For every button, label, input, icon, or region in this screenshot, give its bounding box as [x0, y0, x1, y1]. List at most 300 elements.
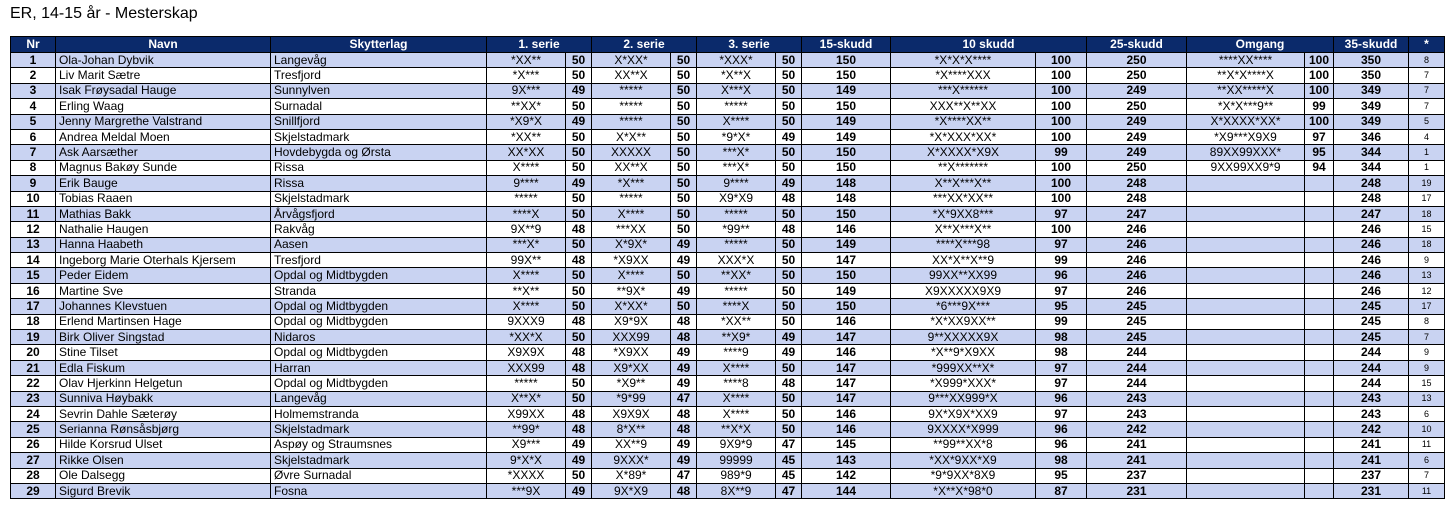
- table-cell: 97: [1036, 237, 1087, 252]
- table-cell: Skjelstadmark: [271, 191, 487, 206]
- table-cell: [1187, 283, 1305, 298]
- table-cell: *6***9X***: [891, 299, 1036, 314]
- table-cell: 97: [1305, 129, 1334, 144]
- table-cell: 146: [802, 314, 891, 329]
- table-cell: 246: [1334, 283, 1409, 298]
- table-cell: 246: [1334, 222, 1409, 237]
- table-cell: 147: [802, 391, 891, 406]
- table-cell: Skjelstadmark: [271, 422, 487, 437]
- table-cell: 246: [1087, 237, 1187, 252]
- table-cell: 9****: [697, 176, 776, 191]
- table-cell: 244: [1087, 345, 1187, 360]
- table-cell: 99: [1305, 99, 1334, 114]
- table-cell: Opdal og Midtbygden: [271, 268, 487, 283]
- table-cell: 143: [802, 453, 891, 468]
- table-cell: *999XX**X*: [891, 360, 1036, 375]
- table-cell: 99: [1036, 253, 1087, 268]
- table-cell: 50: [776, 422, 802, 437]
- results-table: [10, 36, 1445, 499]
- table-cell: 149: [802, 129, 891, 144]
- table-cell: ***X*: [697, 145, 776, 160]
- table-cell: *9*9XX*8X9: [891, 468, 1036, 483]
- table-cell: 145: [802, 437, 891, 452]
- table-cell: 100: [1036, 160, 1087, 175]
- table-cell: 237: [1087, 468, 1187, 483]
- table-cell: *****: [697, 283, 776, 298]
- table-cell: 249: [1087, 129, 1187, 144]
- table-cell: 13: [1409, 391, 1445, 406]
- table-cell: 48: [776, 222, 802, 237]
- table-cell: 50: [776, 53, 802, 68]
- table-cell: 8X**9: [697, 483, 776, 498]
- table-cell: 23: [11, 391, 56, 406]
- table-cell: [1187, 422, 1305, 437]
- table-cell: 50: [566, 283, 592, 298]
- table-cell: [1187, 206, 1305, 221]
- table-cell: [1305, 330, 1334, 345]
- table-cell: *9*X*: [697, 129, 776, 144]
- table-cell: *X*XXX*XX*: [891, 129, 1036, 144]
- table-cell: Martine Sve: [56, 283, 271, 298]
- table-cell: ****X: [697, 299, 776, 314]
- table-cell: 150: [802, 99, 891, 114]
- table-cell: Nidaros: [271, 330, 487, 345]
- table-row: [11, 376, 1445, 391]
- table-cell: 19: [1409, 176, 1445, 191]
- table-cell: 9****: [487, 176, 566, 191]
- column-header: *: [1409, 37, 1445, 53]
- table-cell: [1305, 391, 1334, 406]
- column-header: 10 skudd: [891, 37, 1087, 53]
- table-cell: 149: [802, 237, 891, 252]
- table-cell: 231: [1334, 483, 1409, 498]
- table-cell: **X*******: [891, 160, 1036, 175]
- table-cell: X***X: [697, 83, 776, 98]
- table-body: [11, 53, 1445, 499]
- table-cell: 248: [1087, 191, 1187, 206]
- table-cell: [1305, 422, 1334, 437]
- table-cell: ****9: [697, 345, 776, 360]
- table-cell: 96: [1036, 268, 1087, 283]
- table-cell: 49: [671, 237, 697, 252]
- column-header: 2. serie: [592, 37, 697, 53]
- table-cell: 245: [1334, 330, 1409, 345]
- table-cell: 246: [1334, 237, 1409, 252]
- table-cell: Erik Bauge: [56, 176, 271, 191]
- table-cell: 2: [11, 68, 56, 83]
- table-cell: Stine Tilset: [56, 345, 271, 360]
- table-cell: 250: [1087, 68, 1187, 83]
- table-cell: X****: [697, 360, 776, 375]
- table-cell: 100: [1305, 68, 1334, 83]
- table-cell: 9XXX*: [592, 453, 671, 468]
- table-cell: 50: [671, 160, 697, 175]
- table-cell: 48: [566, 422, 592, 437]
- table-cell: 989*9: [697, 468, 776, 483]
- table-cell: Surnadal: [271, 99, 487, 114]
- table-cell: [1305, 314, 1334, 329]
- table-row: [11, 53, 1445, 68]
- table-cell: 100: [1036, 222, 1087, 237]
- table-cell: 241: [1334, 453, 1409, 468]
- table-cell: X99XX: [487, 406, 566, 421]
- table-cell: 231: [1087, 483, 1187, 498]
- table-cell: *X9*X: [487, 114, 566, 129]
- table-cell: 11: [11, 206, 56, 221]
- table-cell: 245: [1087, 314, 1187, 329]
- table-cell: [1187, 176, 1305, 191]
- table-cell: [1187, 330, 1305, 345]
- table-cell: Magnus Bakøy Sunde: [56, 160, 271, 175]
- table-cell: 26: [11, 437, 56, 452]
- table-cell: Jenny Margrethe Valstrand: [56, 114, 271, 129]
- table-cell: X*XXXX*X9X: [891, 145, 1036, 160]
- table-cell: ***X*: [487, 237, 566, 252]
- table-cell: 243: [1087, 406, 1187, 421]
- table-cell: Sunniva Høybakk: [56, 391, 271, 406]
- table-cell: 50: [566, 391, 592, 406]
- table-cell: Aspøy og Straumsnes: [271, 437, 487, 452]
- table-cell: 17: [1409, 191, 1445, 206]
- table-cell: 50: [566, 68, 592, 83]
- table-cell: **XX*****X: [1187, 83, 1305, 98]
- table-cell: X**X***X**: [891, 176, 1036, 191]
- table-cell: Andrea Meldal Moen: [56, 129, 271, 144]
- table-cell: [1187, 345, 1305, 360]
- table-cell: 9***XX999*X: [891, 391, 1036, 406]
- table-cell: Edla Fiskum: [56, 360, 271, 375]
- table-cell: 49: [776, 345, 802, 360]
- table-cell: XXXXX: [592, 145, 671, 160]
- table-cell: 50: [566, 206, 592, 221]
- column-header: Omgang: [1187, 37, 1334, 53]
- table-cell: *XXX*: [697, 53, 776, 68]
- table-cell: Olav Hjerkinn Helgetun: [56, 376, 271, 391]
- table-cell: 18: [1409, 206, 1445, 221]
- table-cell: 147: [802, 253, 891, 268]
- table-cell: [1187, 191, 1305, 206]
- column-header: 25-skudd: [1087, 37, 1187, 53]
- table-cell: 50: [671, 299, 697, 314]
- table-cell: [1305, 268, 1334, 283]
- table-cell: 50: [671, 176, 697, 191]
- table-cell: Opdal og Midtbygden: [271, 299, 487, 314]
- table-cell: 344: [1334, 160, 1409, 175]
- table-cell: 47: [776, 483, 802, 498]
- table-cell: Harran: [271, 360, 487, 375]
- table-cell: 22: [11, 376, 56, 391]
- table-cell: *X9**: [592, 376, 671, 391]
- table-cell: Tresfjord: [271, 68, 487, 83]
- table-cell: 9: [1409, 345, 1445, 360]
- table-cell: 50: [671, 68, 697, 83]
- table-cell: 12: [11, 222, 56, 237]
- table-cell: [1187, 406, 1305, 421]
- table-cell: Opdal og Midtbygden: [271, 345, 487, 360]
- table-cell: 49: [671, 360, 697, 375]
- table-cell: 100: [1036, 176, 1087, 191]
- table-cell: 45: [776, 468, 802, 483]
- column-header: Navn: [56, 37, 271, 53]
- table-cell: 149: [802, 114, 891, 129]
- column-header: Skytterlag: [271, 37, 487, 53]
- table-cell: X*X**: [592, 129, 671, 144]
- table-cell: 47: [776, 437, 802, 452]
- table-cell: 9X9*9: [697, 437, 776, 452]
- table-cell: 50: [671, 99, 697, 114]
- table-cell: Hovdebygda og Ørsta: [271, 145, 487, 160]
- table-cell: 49: [671, 253, 697, 268]
- table-cell: Rikke Olsen: [56, 453, 271, 468]
- table-cell: 48: [566, 345, 592, 360]
- table-row: [11, 176, 1445, 191]
- table-cell: [1305, 468, 1334, 483]
- table-cell: 50: [566, 99, 592, 114]
- table-row: [11, 314, 1445, 329]
- table-cell: 24: [11, 406, 56, 421]
- table-cell: 48: [776, 376, 802, 391]
- table-cell: X9***: [487, 437, 566, 452]
- table-cell: 21: [11, 360, 56, 375]
- table-cell: 48: [671, 406, 697, 421]
- table-row: [11, 268, 1445, 283]
- table-cell: 12: [1409, 283, 1445, 298]
- table-cell: 18: [1409, 237, 1445, 252]
- table-cell: *****: [697, 237, 776, 252]
- table-cell: 50: [776, 314, 802, 329]
- table-cell: [1187, 314, 1305, 329]
- table-cell: ****8: [697, 376, 776, 391]
- table-cell: 50: [566, 468, 592, 483]
- table-cell: 18: [11, 314, 56, 329]
- table-cell: X9*XX: [592, 360, 671, 375]
- table-cell: 241: [1087, 437, 1187, 452]
- table-cell: 147: [802, 330, 891, 345]
- table-cell: *X***: [487, 68, 566, 83]
- table-cell: *X****XXX: [891, 68, 1036, 83]
- table-cell: 10: [1409, 422, 1445, 437]
- table-cell: Peder Eidem: [56, 268, 271, 283]
- table-cell: XXX99: [487, 360, 566, 375]
- table-cell: 96: [1036, 422, 1087, 437]
- table-cell: 97: [1036, 360, 1087, 375]
- column-header: 3. serie: [697, 37, 802, 53]
- table-row: [11, 68, 1445, 83]
- table-cell: *9*99: [592, 391, 671, 406]
- table-cell: Erlend Martinsen Hage: [56, 314, 271, 329]
- table-cell: 48: [566, 314, 592, 329]
- table-row: [11, 99, 1445, 114]
- table-cell: *XX**: [487, 53, 566, 68]
- table-cell: 97: [1036, 283, 1087, 298]
- table-cell: 243: [1087, 391, 1187, 406]
- table-cell: XXX99: [592, 330, 671, 345]
- table-cell: 100: [1036, 191, 1087, 206]
- table-cell: 98: [1036, 330, 1087, 345]
- table-cell: Holmemstranda: [271, 406, 487, 421]
- table-cell: Opdal og Midtbygden: [271, 376, 487, 391]
- table-cell: *X*XX9XX**: [891, 314, 1036, 329]
- table-cell: 15: [1409, 222, 1445, 237]
- table-cell: 48: [566, 406, 592, 421]
- table-row: [11, 483, 1445, 498]
- table-cell: *XX*X: [487, 330, 566, 345]
- table-cell: 245: [1334, 299, 1409, 314]
- table-cell: [1305, 299, 1334, 314]
- table-cell: Stranda: [271, 283, 487, 298]
- table-cell: 9: [1409, 253, 1445, 268]
- table-cell: [1305, 360, 1334, 375]
- table-cell: [1305, 222, 1334, 237]
- table-cell: Tobias Raaen: [56, 191, 271, 206]
- table-cell: 49: [776, 330, 802, 345]
- table-cell: 50: [776, 237, 802, 252]
- table-cell: 50: [776, 299, 802, 314]
- table-cell: [1305, 437, 1334, 452]
- table-cell: 142: [802, 468, 891, 483]
- table-cell: 150: [802, 206, 891, 221]
- table-cell: 9X**9: [487, 222, 566, 237]
- table-cell: **99**XX*8: [891, 437, 1036, 452]
- table-cell: 150: [802, 268, 891, 283]
- table-cell: 349: [1334, 83, 1409, 98]
- table-cell: ***X*: [697, 160, 776, 175]
- table-cell: 249: [1087, 145, 1187, 160]
- table-cell: 3: [11, 83, 56, 98]
- table-cell: XXX**X**XX: [891, 99, 1036, 114]
- table-cell: Ola-Johan Dybvik: [56, 53, 271, 68]
- table-cell: Rissa: [271, 160, 487, 175]
- table-cell: 9X*X9X*XX9: [891, 406, 1036, 421]
- table-cell: 247: [1087, 206, 1187, 221]
- table-cell: 28: [11, 468, 56, 483]
- table-cell: [1305, 345, 1334, 360]
- table-cell: 50: [671, 268, 697, 283]
- table-cell: X*XXXX*XX*: [1187, 114, 1305, 129]
- table-cell: *XXXX: [487, 468, 566, 483]
- table-cell: **X**: [487, 283, 566, 298]
- table-row: [11, 129, 1445, 144]
- table-cell: 150: [802, 160, 891, 175]
- table-cell: X**X***X**: [891, 222, 1036, 237]
- table-cell: 9X*X9: [592, 483, 671, 498]
- table-cell: 50: [566, 145, 592, 160]
- table-cell: 95: [1036, 299, 1087, 314]
- table-cell: 5: [1409, 114, 1445, 129]
- table-cell: Skjelstadmark: [271, 129, 487, 144]
- table-cell: 50: [566, 160, 592, 175]
- table-cell: X9X9X: [592, 406, 671, 421]
- table-cell: [1305, 176, 1334, 191]
- table-cell: 19: [11, 330, 56, 345]
- table-cell: X**X*: [487, 391, 566, 406]
- table-cell: [1305, 191, 1334, 206]
- table-cell: *****: [592, 114, 671, 129]
- table-cell: X****: [592, 206, 671, 221]
- table-cell: Sevrin Dahle Sæterøy: [56, 406, 271, 421]
- table-cell: X*89*: [592, 468, 671, 483]
- column-header: 35-skudd: [1334, 37, 1409, 53]
- table-cell: **XX*: [697, 268, 776, 283]
- table-cell: 47: [671, 391, 697, 406]
- table-cell: 245: [1334, 314, 1409, 329]
- table-cell: Øvre Surnadal: [271, 468, 487, 483]
- table-cell: 242: [1334, 422, 1409, 437]
- table-cell: 10: [11, 191, 56, 206]
- table-cell: 241: [1334, 437, 1409, 452]
- table-cell: 13: [11, 237, 56, 252]
- table-cell: 150: [802, 68, 891, 83]
- table-cell: 48: [776, 191, 802, 206]
- table-cell: [1187, 253, 1305, 268]
- table-cell: 100: [1036, 83, 1087, 98]
- table-cell: ***XX: [592, 222, 671, 237]
- table-row: [11, 206, 1445, 221]
- table-cell: Opdal og Midtbygden: [271, 314, 487, 329]
- table-cell: 47: [671, 468, 697, 483]
- table-cell: 98: [1036, 453, 1087, 468]
- table-cell: 16: [11, 283, 56, 298]
- table-cell: Ole Dalsegg: [56, 468, 271, 483]
- table-cell: 13: [1409, 268, 1445, 283]
- table-cell: Rakvåg: [271, 222, 487, 237]
- table-cell: 11: [1409, 483, 1445, 498]
- table-cell: X****: [487, 268, 566, 283]
- table-cell: [1187, 468, 1305, 483]
- table-cell: [1187, 483, 1305, 498]
- table-cell: 14: [11, 253, 56, 268]
- table-cell: 250: [1087, 160, 1187, 175]
- table-cell: 96: [1036, 391, 1087, 406]
- table-cell: 150: [802, 145, 891, 160]
- table-cell: 50: [566, 129, 592, 144]
- table-cell: *X*9XX8***: [891, 206, 1036, 221]
- table-cell: *99**: [697, 222, 776, 237]
- table-cell: 8: [1409, 53, 1445, 68]
- table-cell: 50: [671, 222, 697, 237]
- table-cell: 5: [11, 114, 56, 129]
- table-cell: 50: [776, 253, 802, 268]
- table-cell: 99X**: [487, 253, 566, 268]
- table-cell: [1187, 437, 1305, 452]
- table-cell: 243: [1334, 406, 1409, 421]
- table-row: [11, 422, 1445, 437]
- table-cell: 247: [1334, 206, 1409, 221]
- table-cell: 100: [1036, 129, 1087, 144]
- table-cell: 48: [566, 253, 592, 268]
- table-cell: 50: [671, 145, 697, 160]
- table-cell: 350: [1334, 68, 1409, 83]
- table-cell: [1305, 406, 1334, 421]
- table-cell: 50: [776, 268, 802, 283]
- table-cell: 1: [1409, 145, 1445, 160]
- table-cell: 100: [1305, 83, 1334, 98]
- table-row: [11, 299, 1445, 314]
- table-cell: Isak Frøysadal Hauge: [56, 83, 271, 98]
- table-cell: *X9XX: [592, 253, 671, 268]
- column-header: 1. serie: [487, 37, 592, 53]
- table-cell: 50: [776, 114, 802, 129]
- table-cell: ****XX****: [1187, 53, 1305, 68]
- table-cell: Snillfjord: [271, 114, 487, 129]
- table-cell: 246: [1087, 268, 1187, 283]
- table-cell: 89XX99XXX*: [1187, 145, 1305, 160]
- table-cell: 29: [11, 483, 56, 498]
- table-cell: Langevåg: [271, 391, 487, 406]
- table-cell: 50: [671, 206, 697, 221]
- table-cell: 49: [671, 376, 697, 391]
- table-cell: 249: [1087, 83, 1187, 98]
